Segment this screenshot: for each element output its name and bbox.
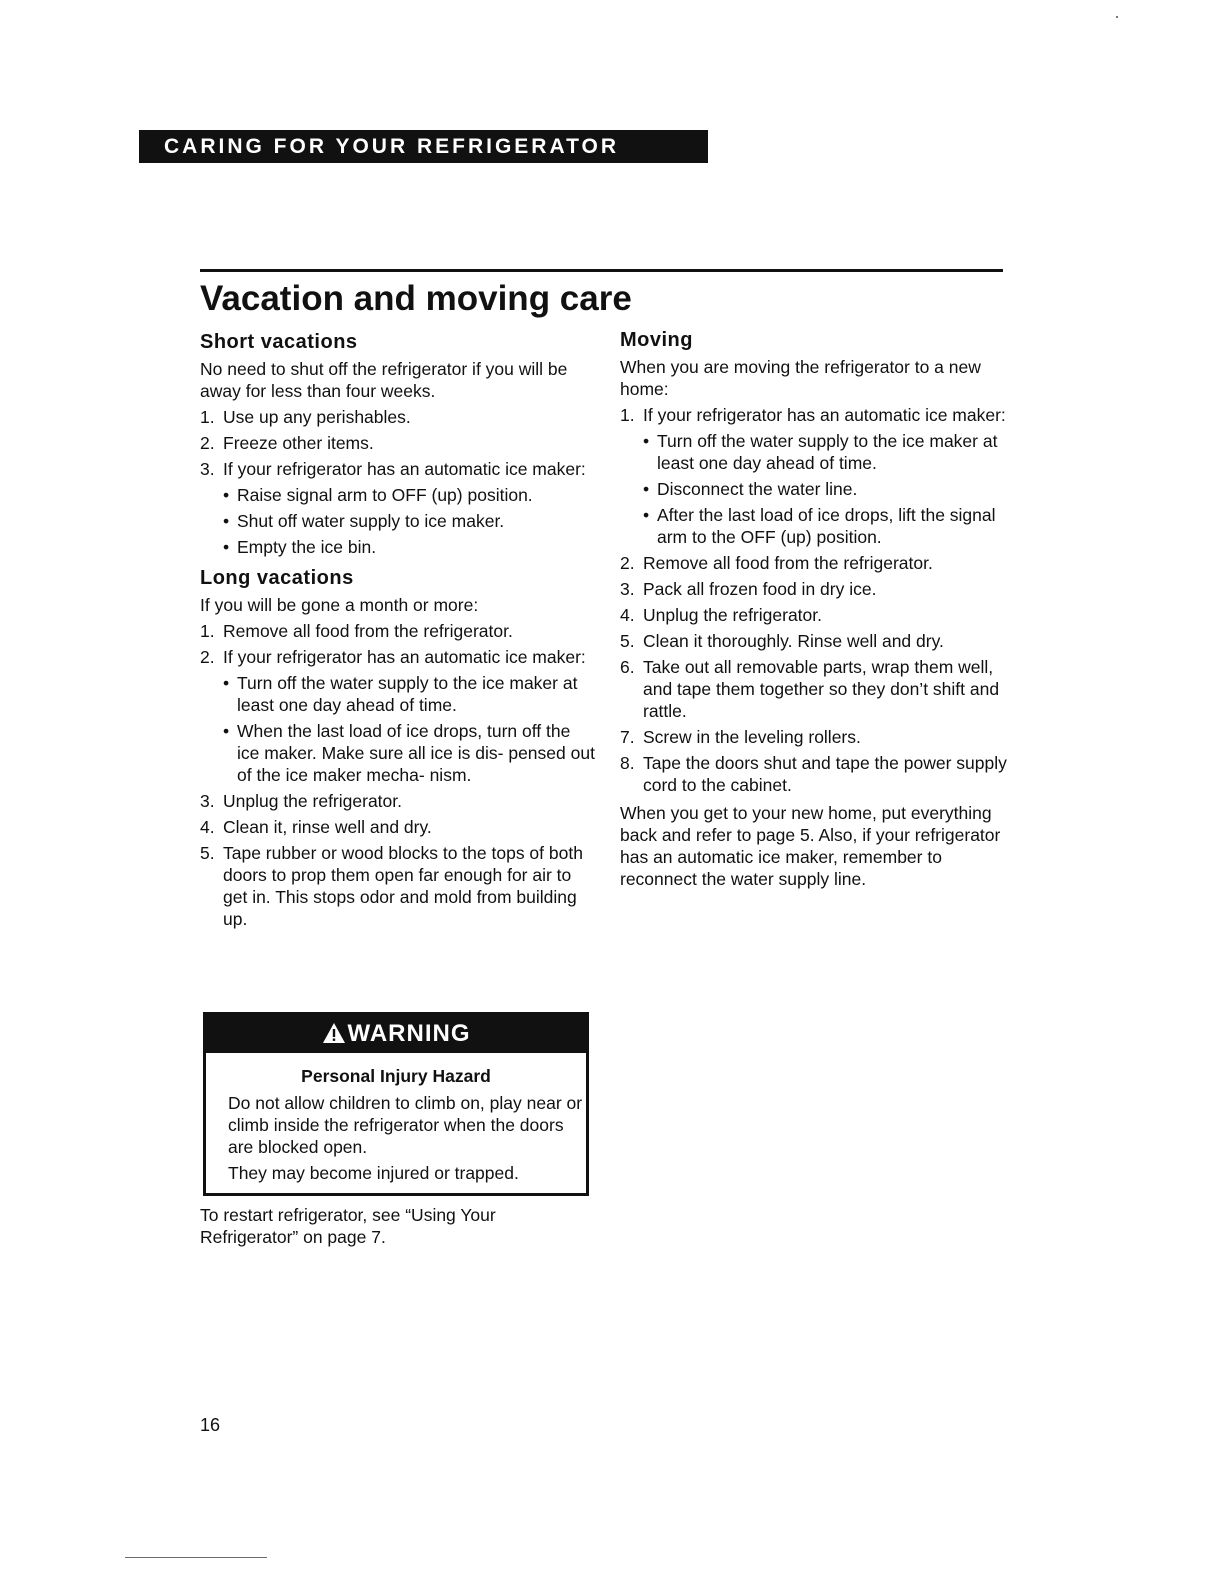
short-vacations-heading: Short vacations bbox=[200, 331, 358, 353]
list-item bbox=[620, 752, 1015, 796]
step-text: Tape the doors shut and tape the power supply cord to the cabinet. bbox=[643, 753, 1007, 795]
list-item bbox=[200, 406, 595, 428]
list-item bbox=[200, 432, 595, 454]
step-number: 2. bbox=[620, 553, 635, 573]
step-number: 2. bbox=[200, 647, 215, 667]
step-text: Unplug the refrigerator. bbox=[223, 791, 402, 811]
step-text: Screw in the leveling rollers. bbox=[643, 727, 861, 747]
scan-speck bbox=[1116, 16, 1118, 18]
step-text: Pack all frozen food in dry ice. bbox=[643, 579, 877, 599]
warning-label: WARNING bbox=[347, 1020, 471, 1047]
left-column bbox=[200, 330, 595, 934]
step-number: 1. bbox=[200, 621, 215, 641]
warning-subtitle: Personal Injury Hazard bbox=[301, 1066, 491, 1086]
step-number: 5. bbox=[200, 843, 215, 863]
step-number: 4. bbox=[200, 817, 215, 837]
right-column bbox=[620, 328, 1015, 894]
bullet-item: • Turn off the water supply to the ice maker at least one day ahead of time. bbox=[643, 430, 1015, 474]
step-number: 3. bbox=[200, 791, 215, 811]
moving-steps bbox=[620, 404, 1015, 796]
step-text: Freeze other items. bbox=[223, 433, 374, 453]
bullet-item: • When the last load of ice drops, turn off the ice maker. Make sure all ice is dis- pensed out of the ice maker mecha- nism. bbox=[223, 720, 595, 786]
step-text: If your refrigerator has an automatic ice maker: bbox=[223, 459, 586, 479]
step-number: 2. bbox=[200, 433, 215, 453]
moving-intro: When you are moving the refrigerator to a new home: bbox=[620, 357, 981, 399]
list-item bbox=[620, 630, 1015, 652]
warning-header bbox=[206, 1015, 586, 1053]
step-text: Remove all food from the refrigerator. bbox=[643, 553, 933, 573]
restart-note: To restart refrigerator, see “Using Your Refrigerator” on page 7. bbox=[200, 1205, 496, 1247]
bullet-item: • Turn off the water supply to the ice maker at least one day ahead of time. bbox=[223, 672, 595, 716]
bullet-item: • Shut off water supply to ice maker. bbox=[223, 510, 595, 532]
bullet-list bbox=[223, 672, 595, 786]
list-item bbox=[200, 458, 595, 558]
step-text: Take out all removable parts, wrap them well, and tape them together so they don’t shift and rattle. bbox=[643, 657, 1000, 721]
bullet-list bbox=[643, 430, 1015, 548]
list-item bbox=[200, 842, 595, 930]
bullet-list bbox=[223, 484, 595, 558]
warning-box bbox=[203, 1012, 589, 1196]
list-item bbox=[620, 604, 1015, 626]
list-item bbox=[200, 816, 595, 838]
list-item bbox=[620, 552, 1015, 574]
list-item bbox=[620, 404, 1015, 548]
step-text: Remove all food from the refrigerator. bbox=[223, 621, 513, 641]
bullet-item: • After the last load of ice drops, lift the signal arm to the OFF (up) position. bbox=[643, 504, 1015, 548]
step-number: 4. bbox=[620, 605, 635, 625]
page-title: Vacation and moving care bbox=[200, 279, 632, 318]
title-rule bbox=[200, 269, 1003, 272]
list-item bbox=[200, 790, 595, 812]
section-banner: CARING FOR YOUR REFRIGERATOR bbox=[139, 130, 708, 163]
list-item bbox=[200, 620, 595, 642]
moving-heading: Moving bbox=[620, 329, 693, 351]
list-item bbox=[620, 578, 1015, 600]
step-number: 7. bbox=[620, 727, 635, 747]
bullet-item: • Empty the ice bin. bbox=[223, 536, 595, 558]
step-text: Clean it thoroughly. Rinse well and dry. bbox=[643, 631, 944, 651]
step-text: Use up any perishables. bbox=[223, 407, 411, 427]
moving-closing: When you get to your new home, put everything back and refer to page 5. Also, if your refrigerator has an automatic ice maker, remember to reconnect the water supply line. bbox=[620, 803, 1001, 889]
step-number: 1. bbox=[620, 405, 635, 425]
warning-text: They may become injured or trapped. bbox=[228, 1163, 519, 1183]
list-item bbox=[620, 656, 1015, 722]
short-vacations-intro: No need to shut off the refrigerator if you will be away for less than four weeks. bbox=[200, 359, 568, 401]
step-number: 3. bbox=[200, 459, 215, 479]
long-vacations-steps bbox=[200, 620, 595, 930]
step-text: Clean it, rinse well and dry. bbox=[223, 817, 432, 837]
list-item bbox=[200, 646, 595, 786]
step-number: 6. bbox=[620, 657, 635, 677]
step-number: 8. bbox=[620, 753, 635, 773]
step-number: 3. bbox=[620, 579, 635, 599]
short-vacations-steps bbox=[200, 406, 595, 558]
warning-triangle-icon bbox=[322, 1022, 346, 1044]
step-text: If your refrigerator has an automatic ice maker: bbox=[643, 405, 1006, 425]
step-text: If your refrigerator has an automatic ice maker: bbox=[223, 647, 586, 667]
step-number: 1. bbox=[200, 407, 215, 427]
bullet-item: • Raise signal arm to OFF (up) position. bbox=[223, 484, 595, 506]
long-vacations-intro: If you will be gone a month or more: bbox=[200, 595, 479, 615]
list-item bbox=[620, 726, 1015, 748]
long-vacations-heading: Long vacations bbox=[200, 567, 354, 589]
step-number: 5. bbox=[620, 631, 635, 651]
bottom-rule bbox=[125, 1557, 267, 1558]
warning-text: Do not allow children to climb on, play near or climb inside the refrigerator when the doors are blocked open. bbox=[228, 1093, 583, 1157]
page-number: 16 bbox=[200, 1415, 221, 1435]
step-text: Tape rubber or wood blocks to the tops of both doors to prop them open far enough for air to get in. This stops odor and mold from building up. bbox=[223, 843, 583, 929]
step-text: Unplug the refrigerator. bbox=[643, 605, 822, 625]
bullet-item: • Disconnect the water line. bbox=[643, 478, 1015, 500]
